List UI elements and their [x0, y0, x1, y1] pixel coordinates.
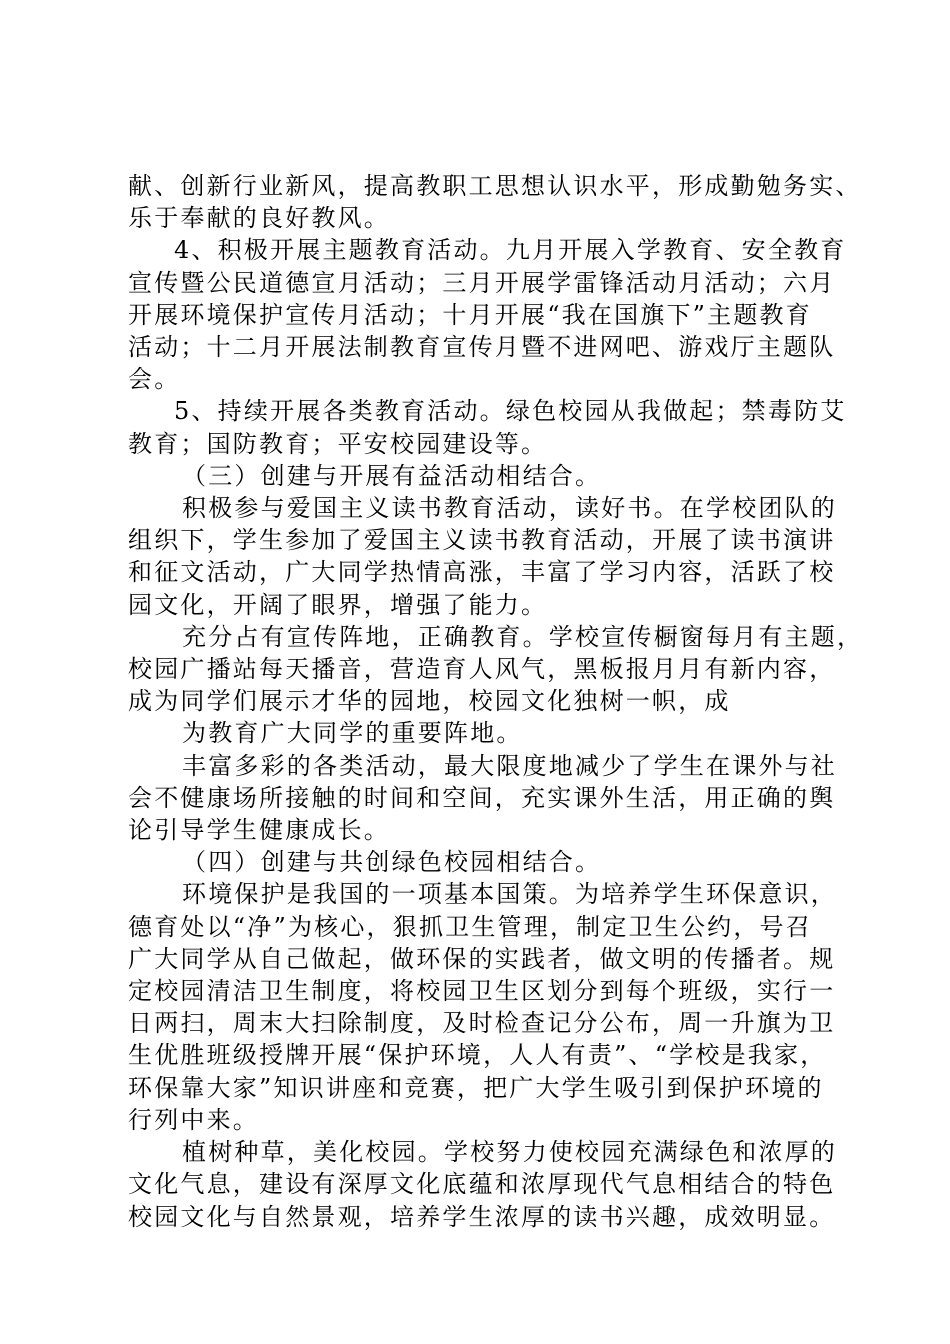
text-line: 校园文化与自然景观，培养学生浓厚的读书兴趣，成效明显。 — [128, 1202, 836, 1231]
paragraph-activities — [128, 750, 868, 847]
section-heading-3 — [128, 460, 868, 492]
paragraph-environment — [128, 878, 868, 1136]
text-line: 组织下，学生参加了爱国主义读书教育活动，开展了读书演讲 — [128, 526, 836, 555]
section-heading-4 — [128, 846, 868, 878]
section-heading: （三）创建与开展有益活动相结合。 — [182, 461, 602, 490]
text-line: 文化气息，建设有深厚文化底蕴和浓厚现代气息相结合的特色 — [128, 1170, 836, 1199]
text-line: 环境保护是我国的一项基本国策。为培养学生环保意识， — [182, 880, 837, 909]
text-line: 定校园清洁卫生制度，将校园卫生区划分到每个班级，实行一 — [128, 977, 836, 1006]
text-line: 乐于奉献的良好教风。 — [128, 204, 390, 233]
text-line: 积极参与爱国主义读书教育活动，读好书。在学校团队的 — [182, 494, 837, 523]
text-line: 广大同学从自己做起，做环保的实践者，做文明的传播者。规 — [128, 944, 836, 973]
text-line: 4、积极开展主题教育活动。九月开展入学教育、安全教育 — [174, 236, 847, 265]
paragraph-publicity-cont — [128, 717, 868, 749]
paragraph-education-activities — [128, 395, 868, 459]
section-heading: （四）创建与共创绿色校园相结合。 — [182, 848, 602, 877]
text-line: 充分占有宣传阵地，正确教育。学校宣传橱窗每月有主题， — [182, 622, 864, 651]
paragraph-reading — [128, 492, 868, 621]
paragraph-greening — [128, 1136, 868, 1233]
text-line: 5、持续开展各类教育活动。绿色校园从我做起；禁毒防艾 — [174, 397, 847, 426]
text-line: 宣传暨公民道德宣月活动；三月开展学雷锋活动月活动；六月 — [128, 268, 836, 297]
text-line: 日两扫，周末大扫除制度，及时检查记分公布，周一升旗为卫 — [128, 1009, 836, 1038]
paragraph-publicity — [128, 621, 868, 718]
text-line: 为教育广大同学的重要阵地。 — [182, 719, 523, 748]
paragraph-theme-education — [128, 234, 868, 395]
text-line: 教育；国防教育；平安校园建设等。 — [128, 429, 548, 458]
text-line: 园文化，开阔了眼界，增强了能力。 — [128, 590, 548, 619]
text-line: 开展环境保护宣传月活动；十月开展“我在国旗下”主题教育 — [128, 300, 812, 329]
text-line: 活动；十二月开展法制教育宣传月暨不进网吧、游戏厅主题队 — [128, 333, 836, 362]
paragraph-teaching-style — [128, 170, 868, 234]
text-line: 植树种草，美化校园。学校努力使校园充满绿色和浓厚的 — [182, 1138, 837, 1167]
text-line: 献、创新行业新风，提高教职工思想认识水平，形成勤勉务实、 — [128, 172, 862, 200]
text-line: 和征文活动，广大同学热情高涨，丰富了学习内容，活跃了校 — [128, 558, 836, 587]
text-line: 论引导学生健康成长。 — [128, 816, 390, 845]
text-line: 会不健康场所接触的时间和空间，充实课外生活，用正确的舆 — [128, 783, 836, 812]
text-line: 成为同学们展示才华的园地，校园文化独树一帜，成 — [128, 687, 731, 716]
text-line: 行列中来。 — [128, 1105, 259, 1134]
text-line: 丰富多彩的各类活动，最大限度地减少了学生在课外与社 — [182, 751, 837, 780]
text-line: 环保靠大家”知识讲座和竞赛，把广大学生吸引到保护环境的 — [128, 1073, 824, 1102]
text-line: 校园广播站每天播音，营造育人风气，黑板报月月有新内容， — [128, 655, 836, 684]
text-line: 生优胜班级授牌开展“保护环境，人人有责”、“学校是我家， — [128, 1041, 827, 1070]
text-line: 会。 — [128, 365, 181, 394]
text-line: 德育处以“净”为核心，狠抓卫生管理，制定卫生公约，号召 — [128, 912, 812, 941]
document-body — [128, 170, 868, 1233]
